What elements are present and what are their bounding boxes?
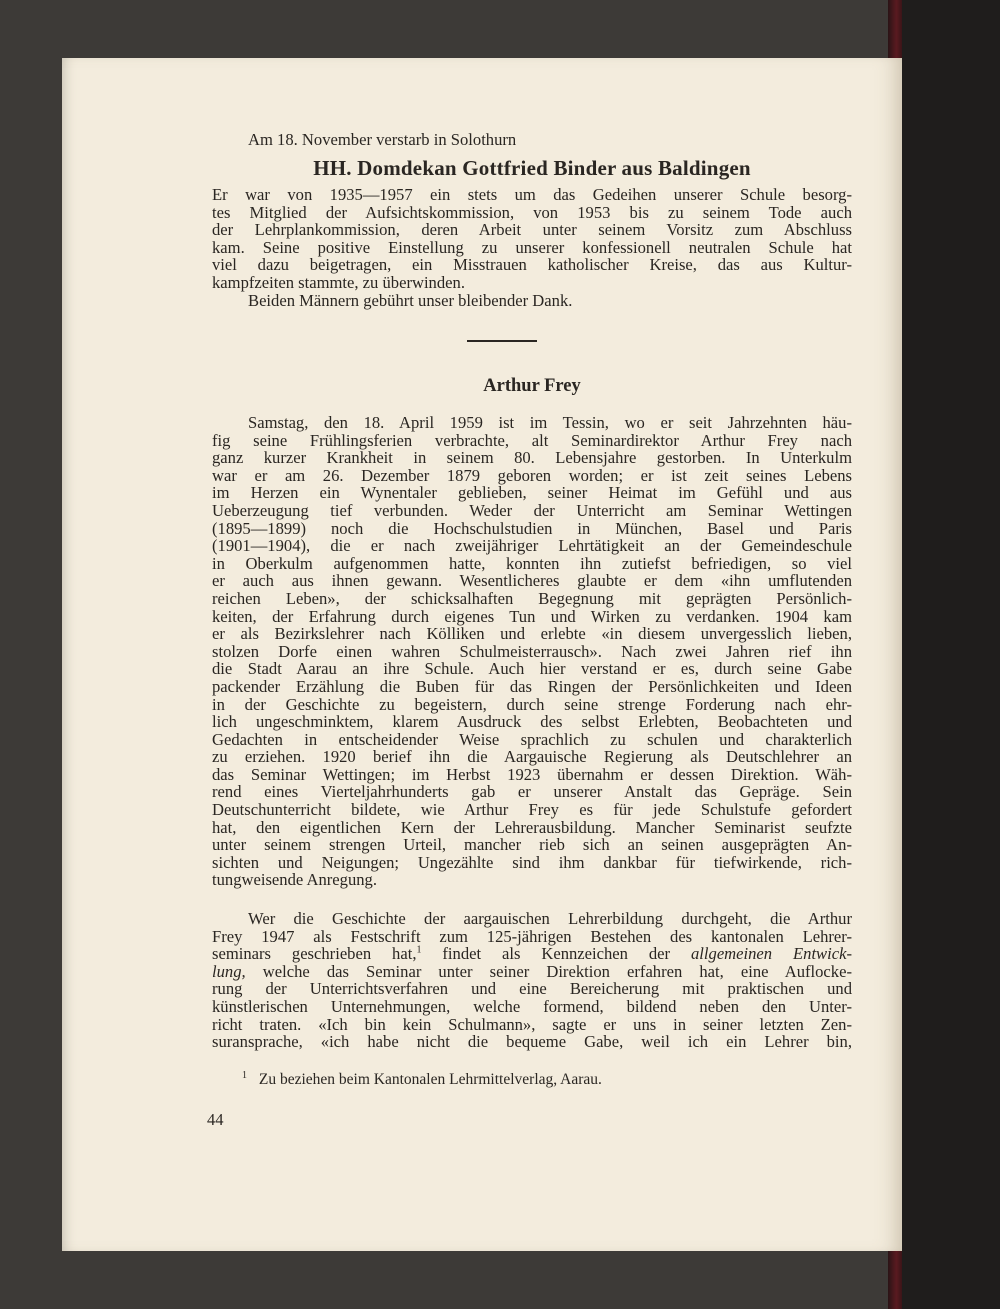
text-line: viel dazu beigetragen, ein Misstrauen katholischer Kreise, das aus Kultur- [212, 255, 852, 275]
emphasis-text: allgemeinen Entwick- [691, 944, 852, 964]
text-line: in Oberkulm aufgenommen hatte, konnten ihn zutiefst befriedigen, so viel [212, 553, 852, 573]
text-fragment: welche das Seminar unter seiner Direktion erfahren hat, eine Auflocke- [245, 961, 852, 981]
paragraph-binder [212, 186, 852, 309]
paragraph-frey [212, 414, 852, 889]
text-line: ganz kurzer Krankheit in seinem 80. Lebensjahre gestorben. In Unterkulm [212, 448, 852, 468]
text-line: tungweisende Anregung. [212, 870, 377, 890]
text-line: (1901—1904), die er nach zweijähriger Lehrtätigkeit an der Gemeindeschule [212, 536, 852, 556]
text-line: Frey 1947 als Festschrift zum 125-jährigen Bestehen des kantonalen Lehrer- [212, 926, 852, 946]
heading-frey: Arthur Frey [483, 376, 581, 396]
page-number: 44 [207, 1110, 224, 1129]
text-line [212, 945, 852, 963]
footnote [242, 1071, 602, 1089]
text-line: keiten, der Erfahrung durch eigenes Tun und Wirken zu verdanken. 1904 kam [212, 606, 852, 626]
text-line: kampfzeiten stammte, zu überwinden. [212, 272, 465, 292]
intro-line: Am 18. November verstarb in Solothurn [248, 130, 517, 149]
book-page [62, 58, 902, 1251]
text-line: sichten und Neigungen; Ungezählte sind ihm dankbar für tiefwirkende, rich- [212, 852, 852, 872]
text-line: suransprache, «ich habe nicht die bequeme Gabe, weil ich ein Lehrer bin, [212, 1032, 852, 1052]
text-line: Deutschunterricht bildete, wie Arthur Frey es für jede Schulstufe gefordert [212, 800, 852, 820]
text-line: tes Mitglied der Aufsichtskommission, von 1953 bis zu seinem Tode auch [212, 202, 852, 222]
text-line [212, 963, 852, 981]
text-line: er als Bezirkslehrer nach Kölliken und erlebte «in diesem unvergesslich lieben, [212, 624, 852, 644]
footnote-text: Zu beziehen beim Kantonalen Lehrmittelverlag, Aarau. [258, 1071, 602, 1088]
text-line: die Stadt Aarau an ihre Schule. Auch hier verstand er es, durch seine Gabe [212, 659, 852, 679]
section-divider [467, 340, 537, 342]
text-line: rung der Unterrichtsverfahren und eine Bereicherung mit praktischen und [212, 979, 852, 999]
text-line: stolzen Dorfe einen wahren Schulmeisterrausch». Nach zwei Jahren rief ihn [212, 641, 852, 661]
text-line: rend eines Vierteljahrhunderts gab er unserer Anstalt das Gepräge. Sein [212, 782, 852, 802]
footnote-mark: 1 [242, 1069, 247, 1081]
text-fragment: findet als Kennzeichen der [421, 944, 691, 964]
text-line: reichen Leben», der schicksalhaften Begegnung mit geprägten Persönlich- [212, 588, 852, 608]
text-line: lich ungeschminktem, klarem Ausdruck des selbst Erlebten, Beobachteten und [212, 712, 852, 732]
text-line: in der Geschichte zu begeistern, durch seine strenge Forderung nach ehr- [212, 694, 852, 714]
text-line: Gedachten in entscheidender Weise sprachlich zu schulen und charakterlich [212, 729, 852, 749]
text-line: Er war von 1935—1957 ein stets um das Gedeihen unserer Schule besorg- [212, 185, 852, 204]
text-line: er auch aus ihnen gewann. Wesentlicheres glaubte er dem «ihn umflutenden [212, 571, 852, 591]
thanks-line: Beiden Männern gebührt unser bleibender Dank. [248, 290, 573, 310]
book-spine [888, 0, 1000, 1309]
text-line: richt traten. «Ich bin kein Schulmann», sagte er uns in seiner letzten Zen- [212, 1014, 852, 1034]
text-line: künstlerischen Unternehmungen, welche formend, bildend neben den Unter- [212, 996, 852, 1016]
text-line: Ueberzeugung tief verbunden. Weder der Unterricht am Seminar Wettingen [212, 500, 852, 520]
heading-binder: HH. Domdekan Gottfried Binder aus Baldingen [313, 156, 751, 180]
text-line: kam. Seine positive Einstellung zu unserer konfessionell neutralen Schule hat [212, 237, 852, 257]
footnote-reference: 1 [416, 944, 422, 956]
text-line: hat, den eigentlichen Kern der Lehrerausbildung. Mancher Seminarist seufzte [212, 817, 852, 837]
text-line: Samstag, den 18. April 1959 ist im Tessin, wo er seit Jahrzehnten häu- [248, 413, 852, 432]
text-fragment: seminars geschrieben hat, [212, 944, 417, 964]
text-line: der Lehrplankommission, deren Arbeit unter seinem Vorsitz zum Abschluss [212, 220, 852, 240]
text-line: zu erziehen. 1920 berief ihn die Aargauische Regierung als Deutschlehrer an [212, 747, 852, 767]
text-line: (1895—1899) noch die Hochschulstudien in München, Basel und Paris [212, 518, 852, 538]
text-line: packender Erzählung die Buben für das Ringen der Persönlichkeiten und Ideen [212, 676, 852, 696]
text-line: im Herzen ein Wynentaler geblieben, seiner Heimat im Gefühl und aus [212, 483, 852, 503]
text-line: war er am 26. Dezember 1879 geboren worden; er ist zeit seines Lebens [212, 465, 852, 485]
paragraph-lehrerbildung [212, 910, 852, 1051]
emphasis-text: lung, [212, 961, 246, 981]
text-line: fig seine Frühlingsferien verbrachte, alt Seminardirektor Arthur Frey nach [212, 430, 852, 450]
text-line: das Seminar Wettingen; im Herbst 1923 übernahm er dessen Direktion. Wäh- [212, 764, 852, 784]
text-line: Wer die Geschichte der aargauischen Lehrerbildung durchgeht, die Arthur [248, 909, 852, 928]
text-line: unter seinem strengen Urteil, mancher rieb sich an seinen ausgeprägten An- [212, 835, 852, 855]
